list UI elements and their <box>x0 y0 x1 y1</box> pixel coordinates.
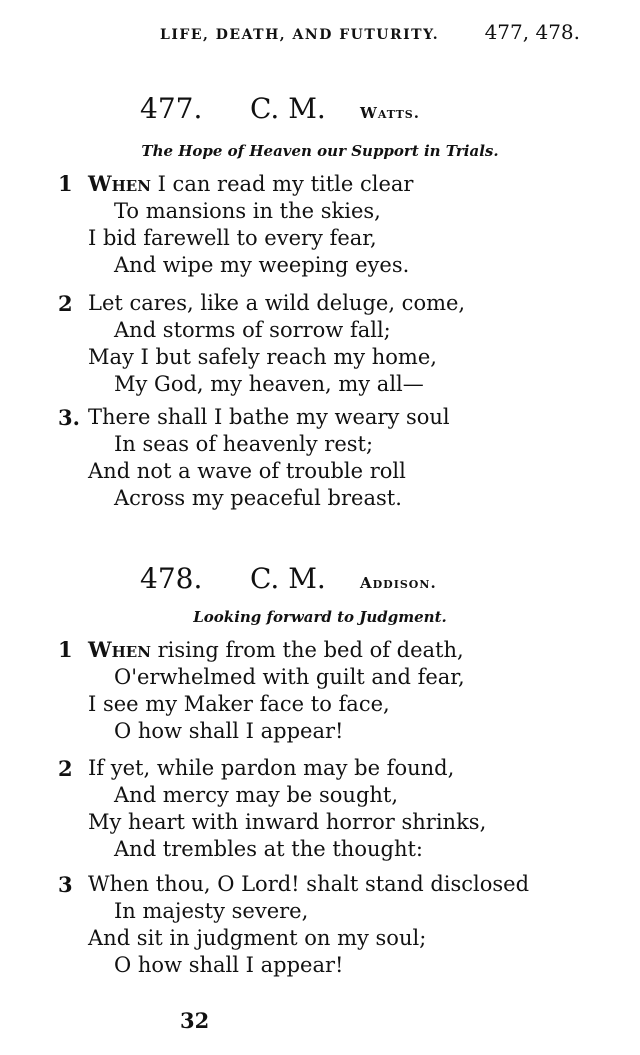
stanza <box>58 404 598 512</box>
first-line-text: rising from the bed of death, <box>150 638 464 662</box>
stanza-first-line <box>58 871 598 898</box>
hymn-subtitle: Looking forward to Judgment. <box>193 608 447 626</box>
running-head <box>160 20 580 44</box>
verse-line: And wipe my weeping eyes. <box>114 253 410 277</box>
stanza <box>58 170 598 279</box>
stanza-number: 3 <box>58 872 73 897</box>
first-line-text: There shall I bathe my weary soul <box>88 405 450 429</box>
hymn-header-477 <box>140 92 580 125</box>
verse-line: In seas of heavenly rest; <box>114 432 374 456</box>
stanza-first-line <box>58 290 598 317</box>
hymn-meter: C. M. <box>250 562 326 595</box>
stanza <box>58 290 598 398</box>
stanza-first-line <box>58 404 598 431</box>
hymn-author: Addison. <box>360 574 437 592</box>
verse-line: And trembles at the thought: <box>114 837 423 861</box>
stanza-number: 2 <box>58 291 73 316</box>
hymn-number: 477. <box>140 92 203 125</box>
verse-line: May I but safely reach my home, <box>88 345 437 369</box>
stanza-first-line <box>58 755 598 782</box>
hymn-subtitle: The Hope of Heaven our Support in Trials. <box>141 142 499 160</box>
verse-line: O'erwhelmed with guilt and fear, <box>114 665 465 689</box>
stanza-number: 2 <box>58 756 73 781</box>
stanza <box>58 755 598 863</box>
verse-line: O how shall I appear! <box>114 719 344 743</box>
hymn-meter: C. M. <box>250 92 326 125</box>
first-line-text: When thou, O Lord! shalt stand disclosed <box>88 872 530 896</box>
hymn-header-478 <box>140 562 580 595</box>
verse-line: I bid farewell to every fear, <box>88 226 377 250</box>
stanza-number: 1 <box>58 171 73 196</box>
first-line-text: Let cares, like a wild deluge, come, <box>88 291 466 315</box>
verse-line: In majesty severe, <box>114 899 309 923</box>
running-head-title: LIFE, DEATH, AND FUTURITY. <box>160 27 440 43</box>
verse-line: O how shall I appear! <box>114 953 344 977</box>
verse-line: My heart with inward horror shrinks, <box>88 810 487 834</box>
signature-mark: 32 <box>180 1008 210 1033</box>
running-head-numbers: 477, 478. <box>484 20 580 44</box>
verse-line: And sit in judgment on my soul; <box>88 926 427 950</box>
verse-line: I see my Maker face to face, <box>88 692 390 716</box>
stanza-number: 3. <box>58 405 80 430</box>
stanza-number: 1 <box>58 637 73 662</box>
verse-line: To mansions in the skies, <box>114 199 381 223</box>
stanza <box>58 871 598 979</box>
stanza <box>58 636 598 745</box>
first-word: When <box>88 637 151 662</box>
verse-line: And storms of sorrow fall; <box>114 318 391 342</box>
first-line-text: If yet, while pardon may be found, <box>88 756 455 780</box>
verse-line: And mercy may be sought, <box>114 783 399 807</box>
stanza-first-line <box>58 636 598 664</box>
hymn-number: 478. <box>140 562 203 595</box>
first-word: When <box>88 171 151 196</box>
first-line-text: I can read my title clear <box>150 172 414 196</box>
verse-line: And not a wave of trouble roll <box>88 459 406 483</box>
hymn-author: Watts. <box>360 104 420 122</box>
verse-line: Across my peaceful breast. <box>114 486 402 510</box>
verse-line: My God, my heaven, my all— <box>114 372 424 396</box>
stanza-first-line <box>58 170 598 198</box>
